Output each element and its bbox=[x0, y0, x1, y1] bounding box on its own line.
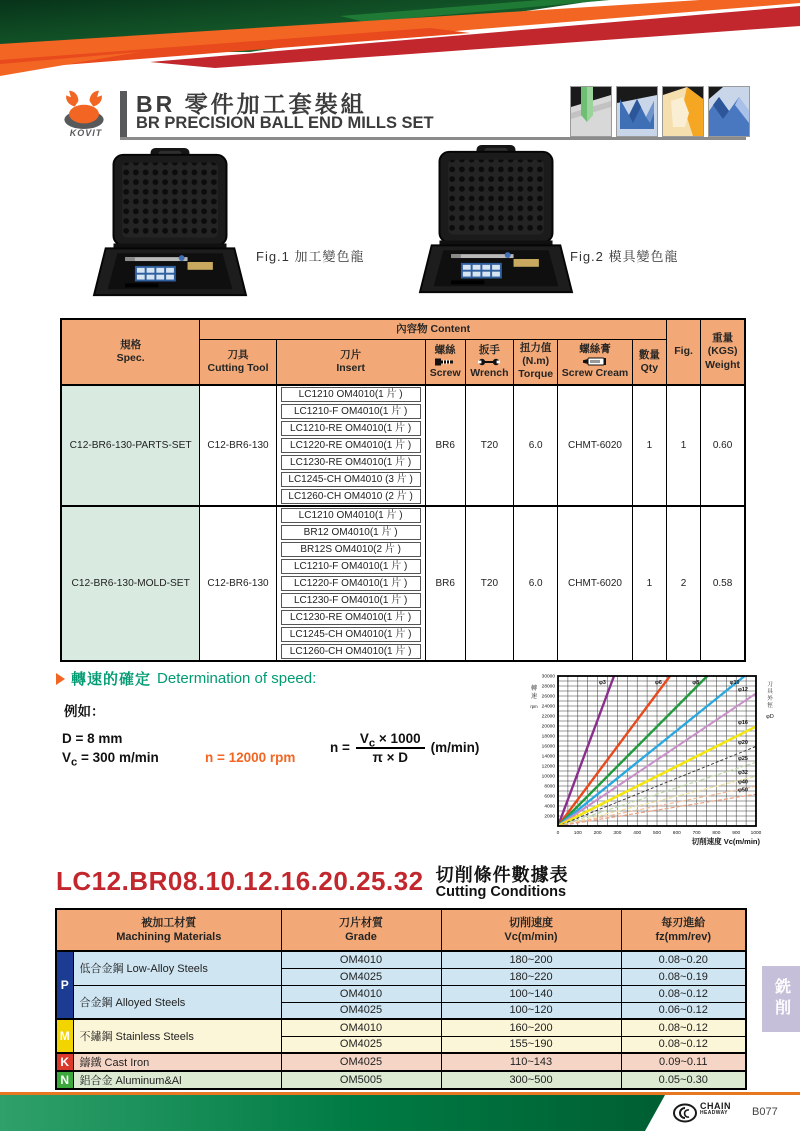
screw-cream-cell: CHMT-6020 bbox=[558, 506, 632, 661]
formula-lhs: n = bbox=[330, 740, 350, 756]
col-header-screw: 螺絲 Screw bbox=[425, 339, 465, 385]
case-photo-2 bbox=[418, 145, 574, 297]
svg-text:速: 速 bbox=[530, 694, 538, 700]
example-vc: $V_c = 300$ m/min bbox=[62, 750, 159, 769]
grade-cell: OM4010 bbox=[281, 985, 441, 1002]
formula-unit: (m/min) bbox=[430, 740, 480, 756]
svg-text:轉: 轉 bbox=[530, 686, 538, 692]
svg-text:4000: 4000 bbox=[544, 804, 555, 810]
svg-text:10000: 10000 bbox=[541, 774, 555, 780]
table-row bbox=[61, 385, 745, 403]
page-title-zh: BR 零件加工套裝組 bbox=[136, 91, 367, 117]
insert-cell: LC1260-CH OM4010(1 片 ) bbox=[276, 643, 425, 661]
vc-cell: 300~500 bbox=[441, 1071, 621, 1089]
speed-section-title bbox=[56, 668, 316, 689]
svg-text:φ12: φ12 bbox=[738, 686, 748, 693]
col-header-torque: 扭力值 (N.m) Torque bbox=[514, 339, 558, 385]
grade-cell: OM4010 bbox=[281, 951, 441, 968]
machining-thumbnails bbox=[570, 86, 750, 137]
svg-text:φD: φD bbox=[766, 714, 774, 720]
title-accent-bar bbox=[120, 91, 127, 137]
example-label: 例如： bbox=[64, 704, 105, 719]
speed-chart bbox=[518, 666, 800, 864]
fz-cell: 0.08~0.19 bbox=[621, 968, 746, 985]
table-row bbox=[56, 1071, 746, 1089]
torque-cell: 6.0 bbox=[514, 506, 558, 661]
vc-cell: 100~140 bbox=[441, 985, 621, 1002]
fz-cell: 0.08~0.12 bbox=[621, 1019, 746, 1036]
spec-cell: C12-BR6-130-MOLD-SET bbox=[61, 506, 200, 661]
insert-cell: LC1260-CH OM4010 (2 片 ) bbox=[276, 488, 425, 506]
speed-title-zh: 轉速的確定 bbox=[71, 671, 152, 688]
wrench-cell: T20 bbox=[465, 385, 513, 506]
grade-cell: OM4025 bbox=[281, 968, 441, 985]
speed-title-en: Determination of speed: bbox=[157, 670, 317, 687]
col-header-cutting-tool: 刀具 Cutting Tool bbox=[200, 339, 276, 385]
table-row bbox=[56, 1019, 746, 1036]
part-numbers: LC12.BR08.10.12.16.20.25.32 bbox=[56, 866, 424, 896]
screw-icon bbox=[435, 358, 455, 366]
iso-letter-cell: M bbox=[56, 1019, 73, 1053]
contour-milling-thumbnail bbox=[708, 86, 750, 137]
vc-cell: 180~220 bbox=[441, 968, 621, 985]
insert-cell: LC1230-RE OM4010(1 片 ) bbox=[276, 454, 425, 471]
grade-cell: OM4025 bbox=[281, 1002, 441, 1019]
col-header-insert: 刀片 Insert bbox=[276, 339, 425, 385]
iso-letter-cell: P bbox=[56, 951, 73, 1019]
example-result: n = 12000 rpm bbox=[205, 750, 296, 765]
top-banner-graphic bbox=[0, 0, 800, 85]
col-header-fig: Fig. bbox=[666, 319, 700, 385]
col-header-content: 內容物 Content bbox=[200, 319, 667, 339]
svg-text:16000: 16000 bbox=[541, 744, 555, 750]
insert-cell: BR12S OM4010(2 片 ) bbox=[276, 541, 425, 558]
cutting-tool-cell: C12-BR6-130 bbox=[200, 506, 276, 661]
svg-text:600: 600 bbox=[672, 831, 681, 836]
cutting-conditions-title bbox=[436, 866, 569, 901]
slot-milling-thumbnail bbox=[570, 86, 612, 137]
grade-cell: OM4025 bbox=[281, 1036, 441, 1053]
formula-numerator: $V_c \times 1000$ bbox=[356, 731, 425, 749]
svg-text:200: 200 bbox=[593, 831, 602, 836]
wrench-cell: T20 bbox=[465, 506, 513, 661]
grade-cell: OM4025 bbox=[281, 1053, 441, 1071]
svg-text:700: 700 bbox=[692, 831, 701, 836]
svg-text:φ50: φ50 bbox=[738, 787, 748, 794]
formula-denominator: π × D bbox=[372, 749, 408, 765]
fz-cell: 0.08~0.12 bbox=[621, 985, 746, 1002]
insert-cell: LC1210-F OM4010(1 片 ) bbox=[276, 403, 425, 420]
iso-letter-cell: K bbox=[56, 1053, 73, 1071]
fz-cell: 0.06~0.12 bbox=[621, 1002, 746, 1019]
insert-cell: LC1245-CH OM4010 (3 片 ) bbox=[276, 471, 425, 488]
insert-cell: BR12 OM4010(1 片 ) bbox=[276, 524, 425, 541]
kovit-logo-icon bbox=[56, 86, 112, 130]
table-row bbox=[61, 506, 745, 524]
screw-cell: BR6 bbox=[425, 506, 465, 661]
qty-cell: 1 bbox=[632, 385, 666, 506]
svg-text:φ10: φ10 bbox=[729, 680, 740, 686]
grade-cell: OM4010 bbox=[281, 1019, 441, 1036]
svg-text:500: 500 bbox=[652, 831, 662, 836]
svg-text:26000: 26000 bbox=[541, 694, 555, 700]
case-photo-1 bbox=[92, 148, 248, 300]
col-header-material: 被加工材質 Machining Materials bbox=[56, 909, 281, 951]
insert-cell: LC1230-RE OM4010(1 片 ) bbox=[276, 609, 425, 626]
figure-2-caption: Fig.2 模具變色龍 bbox=[570, 249, 679, 264]
svg-text:300: 300 bbox=[613, 831, 622, 836]
chain-headway-logo-icon bbox=[672, 1101, 698, 1125]
screw-cream-icon bbox=[583, 357, 607, 366]
spec-cell: C12-BR6-130-PARTS-SET bbox=[61, 385, 200, 506]
title-underline bbox=[120, 137, 746, 140]
svg-text:φ40: φ40 bbox=[738, 779, 748, 786]
side-tab-milling: 銑削 bbox=[762, 966, 800, 1032]
fz-cell: 0.08~0.12 bbox=[621, 1036, 746, 1053]
svg-text:2000: 2000 bbox=[544, 814, 555, 820]
vc-cell: 155~190 bbox=[441, 1036, 621, 1053]
weight-cell: 0.58 bbox=[701, 506, 745, 661]
weight-cell: 0.60 bbox=[701, 385, 745, 506]
arrow-icon bbox=[56, 673, 65, 685]
grade-cell: OM5005 bbox=[281, 1071, 441, 1089]
svg-text:φ25: φ25 bbox=[738, 755, 748, 762]
col-header-wrench: 扳手 Wrench bbox=[465, 339, 513, 385]
svg-text:24000: 24000 bbox=[541, 704, 555, 710]
insert-cell: LC1220-F OM4010(1 片 ) bbox=[276, 575, 425, 592]
svg-text:400: 400 bbox=[633, 831, 642, 836]
svg-text:φ8: φ8 bbox=[692, 680, 700, 686]
fz-cell: 0.09~0.11 bbox=[621, 1053, 746, 1071]
qty-cell: 1 bbox=[632, 506, 666, 661]
svg-text:rpm: rpm bbox=[530, 704, 538, 709]
chain-headway-logo-text: CHAIN HEADWAY bbox=[700, 1101, 731, 1116]
fz-cell: 0.08~0.20 bbox=[621, 951, 746, 968]
svg-text:14000: 14000 bbox=[541, 754, 555, 760]
svg-text:1000: 1000 bbox=[750, 831, 762, 836]
formula-fraction bbox=[356, 731, 425, 765]
screw-cell: BR6 bbox=[425, 385, 465, 506]
fz-cell: 0.05~0.30 bbox=[621, 1071, 746, 1089]
cutting-conditions-heading bbox=[56, 866, 569, 901]
material-cell: 鋁合金 Aluminum&Al bbox=[73, 1071, 281, 1089]
svg-text:φ32: φ32 bbox=[738, 769, 748, 776]
speed-formula bbox=[330, 731, 479, 765]
vc-cell: 100~120 bbox=[441, 1002, 621, 1019]
svg-text:外: 外 bbox=[767, 696, 773, 702]
col-header-weight: 重量 (KGS) Weight bbox=[701, 319, 745, 385]
vc-cell: 180~200 bbox=[441, 951, 621, 968]
material-cell: 不鏽鋼 Stainless Steels bbox=[73, 1019, 281, 1053]
svg-text:徑: 徑 bbox=[767, 703, 773, 709]
pocket-milling-thumbnail bbox=[662, 86, 704, 137]
wrench-icon bbox=[478, 358, 500, 366]
svg-text:22000: 22000 bbox=[541, 714, 555, 720]
iso-letter-cell: N bbox=[56, 1071, 73, 1089]
svg-text:18000: 18000 bbox=[541, 734, 555, 740]
col-header-spec: 規格 Spec. bbox=[61, 319, 200, 385]
page-title-en: BR PRECISION BALL END MILLS SET bbox=[136, 114, 434, 132]
col-header-screw-cream: 螺絲膏 Screw Cream bbox=[558, 339, 632, 385]
set-contents-table bbox=[60, 318, 746, 662]
insert-cell: LC1245-CH OM4010(1 片 ) bbox=[276, 626, 425, 643]
svg-text:900: 900 bbox=[732, 831, 741, 836]
svg-text:0: 0 bbox=[556, 831, 560, 836]
svg-text:φ16: φ16 bbox=[738, 720, 748, 726]
insert-cell: LC1210-F OM4010(1 片 ) bbox=[276, 558, 425, 575]
svg-text:φ20: φ20 bbox=[738, 739, 748, 746]
svg-text:20000: 20000 bbox=[541, 724, 555, 730]
cc-title-zh: 切削條件數據表 bbox=[435, 865, 569, 885]
cutting-conditions-table bbox=[55, 908, 747, 1090]
col-header-qty: 數量 Qty bbox=[632, 339, 666, 385]
figure-1-caption: Fig.1 加工變色龍 bbox=[256, 249, 365, 264]
svg-text:具: 具 bbox=[767, 689, 773, 695]
table-row bbox=[56, 985, 746, 1002]
torque-cell: 6.0 bbox=[514, 385, 558, 506]
vc-cell: 160~200 bbox=[441, 1019, 621, 1036]
svg-text:切削速度 Vc(m/min): 切削速度 Vc(m/min) bbox=[691, 837, 760, 846]
insert-cell: LC1210-RE OM4010(1 片 ) bbox=[276, 420, 425, 437]
svg-text:φ6: φ6 bbox=[655, 680, 662, 686]
profile-milling-thumbnail bbox=[616, 86, 658, 137]
svg-text:6000: 6000 bbox=[544, 794, 555, 800]
table-row bbox=[56, 951, 746, 968]
kovit-logo-text: KOVIT bbox=[69, 128, 103, 138]
svg-text:100: 100 bbox=[573, 831, 582, 836]
svg-text:12000: 12000 bbox=[541, 764, 555, 770]
fig-cell: 1 bbox=[666, 385, 700, 506]
cutting-tool-cell: C12-BR6-130 bbox=[200, 385, 276, 506]
svg-text:8000: 8000 bbox=[544, 784, 555, 790]
insert-cell: LC1230-F OM4010(1 片 ) bbox=[276, 592, 425, 609]
insert-cell: LC1220-RE OM4010(1 片 ) bbox=[276, 437, 425, 454]
svg-text:30000: 30000 bbox=[541, 674, 555, 680]
cc-title-en: Cutting Conditions bbox=[435, 883, 567, 900]
svg-text:800: 800 bbox=[712, 831, 721, 836]
svg-text:刀: 刀 bbox=[767, 682, 773, 688]
example-diameter: D = 8 mm bbox=[62, 731, 123, 746]
screw-cream-cell: CHMT-6020 bbox=[558, 385, 632, 506]
svg-text:28000: 28000 bbox=[541, 684, 555, 690]
table-row bbox=[56, 1053, 746, 1071]
col-header-grade: 刀片材質 Grade bbox=[281, 909, 441, 951]
insert-cell: LC1210 OM4010(1 片 ) bbox=[276, 506, 425, 524]
col-header-vc: 切削速度 Vc(m/min) bbox=[441, 909, 621, 951]
vc-cell: 110~143 bbox=[441, 1053, 621, 1071]
material-cell: 合金鋼 Alloyed Steels bbox=[73, 985, 281, 1019]
page-number: B077 bbox=[752, 1106, 778, 1118]
material-cell: 低合金鋼 Low-Alloy Steels bbox=[73, 951, 281, 985]
insert-cell: LC1210 OM4010(1 片 ) bbox=[276, 385, 425, 403]
material-cell: 鑄鐵 Cast Iron bbox=[73, 1053, 281, 1071]
svg-text:φ3: φ3 bbox=[599, 680, 606, 686]
col-header-fz: 每刃進給 fz(mm/rev) bbox=[621, 909, 746, 951]
fig-cell: 2 bbox=[666, 506, 700, 661]
